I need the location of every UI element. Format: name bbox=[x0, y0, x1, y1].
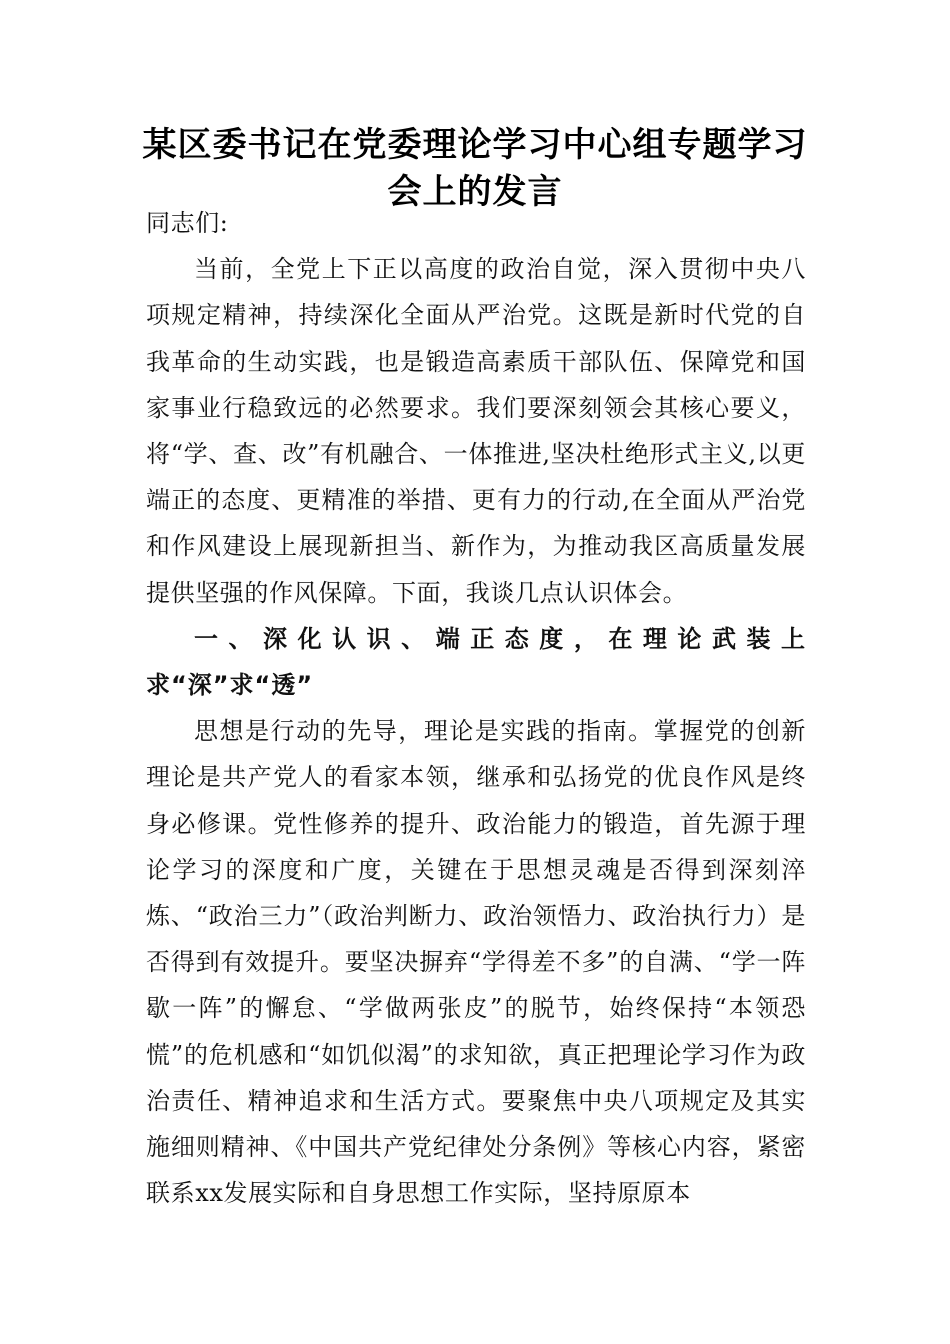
paragraph-intro: 当前，全党上下正以高度的政治自觉，深入贯彻中央八项规定精神，持续深化全面从严治党。这既是新时代党的自我革命的生动实践，也是锻造高素质干部队伍、保障党和国家事业行稳致远的必然要求。我们要深刻领会其核心要义，将“学、查、改”有机融合、一体推进,坚决杜绝形式主义,以更端正的态度、更精准的举措、更有力的行动,在全面从严治党和作风建设上展现新担当、新作为，为推动我区高质量发展提供坚强的作风保障。下面，我谈几点认识体会。 bbox=[146, 255, 806, 607]
section-heading-1: 一、深化认识、端正态度，在理论武装上求“深”求“透” bbox=[146, 624, 806, 700]
document-body bbox=[146, 200, 806, 1216]
salutation: 同志们: bbox=[146, 209, 229, 237]
paragraph-section-1: 思想是行动的先导，理论是实践的指南。掌握党的创新理论是共产党人的看家本领，继承和弘扬党的优良作风是终身必修课。党性修养的提升、政治能力的锻造，首先源于理论学习的深度和广度，关键在于思想灵魂是否得到深刻淬炼、“政治三力”（政治判断力、政治领悟力、政治执行力）是否得到有效提升。要坚决摒弃“学得差不多”的自满、“学一阵歇一阵”的懈怠、“学做两张皮”的脱节，始终保持“本领恐慌”的危机感和“如饥似渴”的求知欲，真正把理论学习作为政治责任、精神追求和生活方式。要聚焦中央八项规定及其实施细则精神、《中国共产党纪律处分条例》等核心内容，紧密联系xx发展实际和自身思想工作实际，坚持原原本 bbox=[146, 717, 806, 1208]
document-title: 某区委书记在党委理论学习中心组专题学习会上的发言 bbox=[142, 125, 808, 212]
